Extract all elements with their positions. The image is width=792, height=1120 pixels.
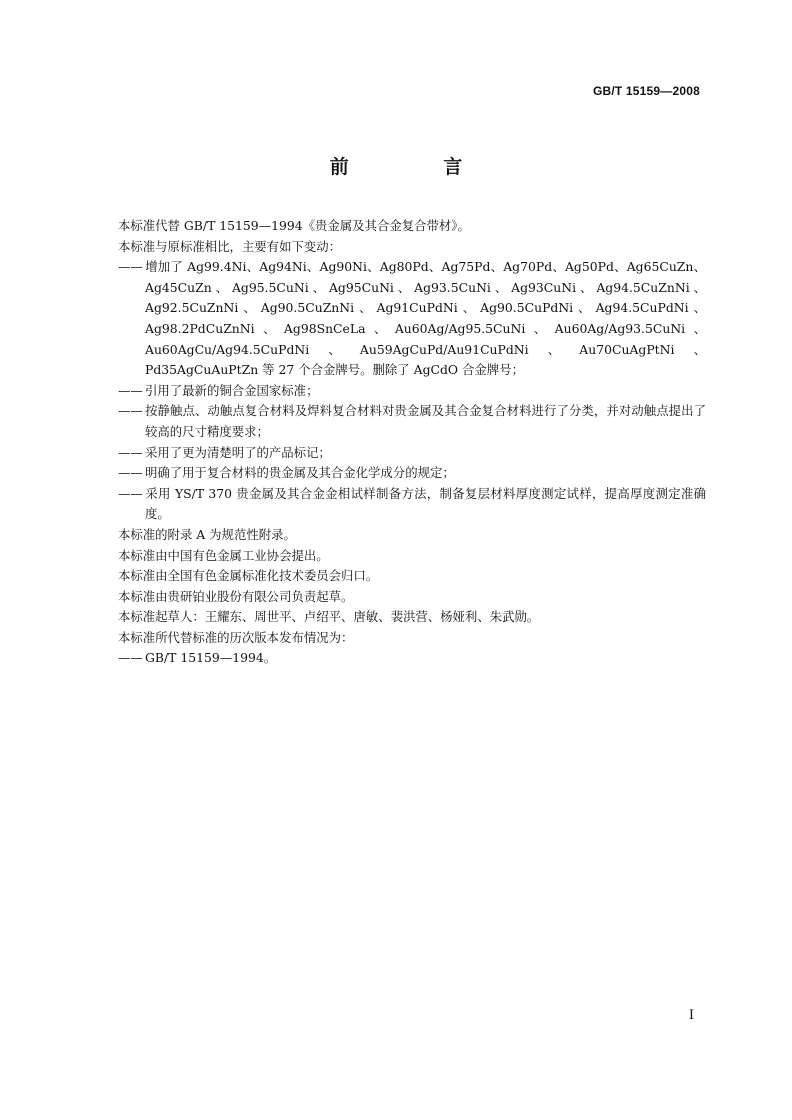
page-title: 前 言 xyxy=(329,156,507,178)
change-item xyxy=(118,463,706,484)
drafting-unit-statement: 本标准由贵研铂业股份有限公司负责起草。 xyxy=(118,588,354,604)
dash-marker: —— xyxy=(118,259,143,275)
changes-intro: 本标准与原标准相比，主要有如下变动： xyxy=(118,238,342,254)
administrator-statement: 本标准由全国有色金属标准化技术委员会归口。 xyxy=(118,568,379,584)
dash-marker: —— xyxy=(118,444,143,460)
change-item xyxy=(118,484,706,525)
dash-marker: —— xyxy=(118,403,143,419)
change-text: 引用了最新的铜合金国家标准； xyxy=(145,382,319,398)
proposer-statement: 本标准由中国有色金属工业协会提出。 xyxy=(118,547,329,563)
change-item xyxy=(118,381,706,402)
dash-marker: —— xyxy=(118,465,143,481)
change-text: 采用了更为清楚明了的产品标记； xyxy=(145,444,331,460)
change-item xyxy=(118,257,706,381)
replacement-statement: 本标准代替 GB/T 15159—1994《贵金属及其合金复合带材》。 xyxy=(118,218,470,233)
drafters-statement: 本标准起草人：王耀东、周世平、卢绍平、唐敏、裴洪营、杨娅利、朱武勋。 xyxy=(118,609,540,625)
history-intro: 本标准所代替标准的历次版本发布情况为： xyxy=(118,629,354,645)
appendix-statement: 本标准的附录 A 为规范性附录。 xyxy=(118,526,296,542)
change-text: 明确了用于复合材料的贵金属及其合金化学成分的规定； xyxy=(145,465,455,481)
change-item xyxy=(118,401,706,442)
page-number: I xyxy=(688,1008,694,1023)
dash-marker: —— xyxy=(118,485,143,501)
change-text: 采用 YS/T 370 贵金属及其合金金相试样制备方法，制备复层材料厚度测定试样，提高厚度测定准确度。 xyxy=(145,485,706,522)
change-item xyxy=(118,443,706,464)
change-text: 按静触点、动触点复合材料及焊料复合材料对贵金属及其合金复合材料进行了分类，并对动触点提出了较高的尺寸精度要求； xyxy=(145,403,706,439)
history-item xyxy=(118,648,706,669)
change-text: 增加了 Ag99.4Ni、Ag94Ni、Ag90Ni、Ag80Pd、Ag75Pd、Ag70Pd、Ag50Pd、Ag65CuZn、Ag45CuZn、Ag95.5CuNi、Ag95CuNi、Ag93.5CuNi、Ag93CuNi、Ag94.5CuZnNi、Ag92.5CuZnNi、Ag90.5CuZnNi、Ag91CuPdNi、Ag90.5CuPdNi、Ag94.5CuPdNi、Ag98.2PdCuZnNi、Ag98SnCeLa、Au60Ag/Ag95.5CuNi、Au60Ag/Ag93.5CuNi、Au60AgCu/Ag94.5CuPdNi、Au59AgCuPd/Au91CuPdNi、Au70CuAgPtNi、Pd35AgCuAuPtZn 等 27 个合金牌号。删除了 AgCdO 合金牌号； xyxy=(145,259,706,378)
history-text: GB/T 15159—1994。 xyxy=(145,650,277,666)
dash-marker: —— xyxy=(118,382,143,398)
foreword-body xyxy=(118,216,706,669)
dash-marker: —— xyxy=(118,650,143,666)
standard-code: GB/T 15159—2008 xyxy=(592,84,700,98)
